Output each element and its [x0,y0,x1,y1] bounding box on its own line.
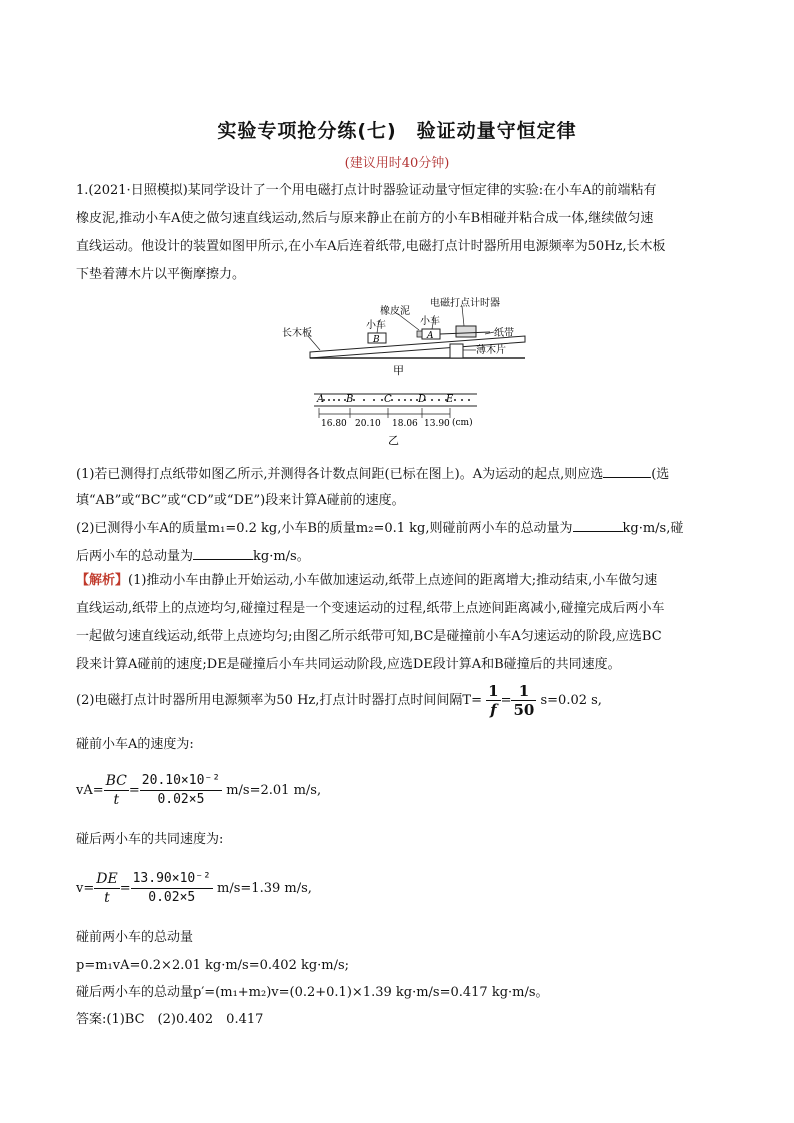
tape-point-b: B [346,394,354,405]
va-result: m/s=2.01 m/s, [226,783,322,798]
cart-b-letter: B [373,335,380,345]
analysis-line-1 [76,571,657,591]
suggested-time: (建议用时40分钟) [344,156,450,171]
v-result: m/s=1.39 m/s, [217,881,312,896]
label-putty: 橡皮泥 [380,306,410,317]
distance-ab: 16.80 [321,419,347,429]
part2-line-1 [76,517,683,539]
question-line-2: 橡皮泥,推动小车A使之做匀速直线运动,然后与原来静止在前方的小车B相碰并粘合成一体,继续做匀速 [76,211,654,226]
distance-cd: 18.06 [392,419,418,429]
velocity-common-formula: v= $\frac{DE}{t}$ = $\frac{\text{13.90×10⁻²}}{0.02\times 5}$ m/s=1.39 m/s, [76,871,312,906]
label-tape: 纸带 [494,328,514,339]
tape-diagram [312,390,492,448]
part1-line-1 [76,463,669,485]
label-wedge: 薄木片 [476,345,506,356]
answer-blank-3 [193,545,253,560]
label-board: 长木板 [282,328,312,339]
label-cart-a: 小车 [420,316,440,327]
period-text: (2)电磁打点计时器所用电源频率为50 Hz,打点计时器打点时间间隔T= [76,693,482,708]
analysis-line-5: (2)电磁打点计时器所用电源频率为50 Hz,打点计时器打点时间间隔T= $\frac{1}{f}$ = $\frac{1}{50}$ s=0.02 s, [76,682,602,719]
analysis-line-3: 一起做匀速直线运动,纸带上点迹均匀;由图乙所示纸带可知,BC是碰撞前小车A匀速运动的阶段,应选BC [76,629,662,644]
part2-text-a: (2)已测得小车A的质量m₁=0.2 kg,小车B的质量m₂=0.1 kg,则碰前两小车的总动量为 [76,521,573,536]
answer-blank-2 [573,517,623,532]
part1-line-2: 填“AB”或“BC”或“CD”或“DE”)段来计算A碰前的速度。 [76,493,405,508]
distance-unit: (cm) [452,418,473,428]
page-title: 实验专项抢分练(七) 验证动量守恒定律 [217,120,577,142]
figure-b-caption: 乙 [388,434,399,447]
analysis-line-8: 碰前两小车的总动量 [76,930,194,945]
v-fraction-symbolic: $\frac{DE}{t}$ [96,871,118,906]
tape-point-d: D [418,394,427,405]
figure-a-caption: 甲 [393,364,404,377]
analysis-line-4: 段来计算A碰前的速度;DE是碰撞后小车共同运动阶段,应选DE段计算A和B碰撞后的共同速度。 [76,657,621,672]
tape-point-c: C [384,394,392,405]
v-fraction-numeric: $\frac{\text{13.90×10⁻²}}{0.02\times 5}$ [132,871,211,905]
answer-line: 答案:(1)BC (2)0.402 0.417 [76,1012,264,1027]
part1-text-a: (1)若已测得打点纸带如图乙所示,并测得各计数点间距(已标在图上)。A为运动的起点,则应选 [76,467,604,482]
part2-text-b: kg·m/s,碰 [622,521,684,536]
va-fraction-symbolic: $\frac{BC}{t}$ [105,773,127,808]
analysis-text-1: (1)推动小车由静止开始运动,小车做加速运动,纸带上点迹间的距离增大;推动结束,小车做匀速 [128,573,658,588]
label-timer: 电磁打点计时器 [430,298,500,309]
tape-point-a: A [317,394,325,405]
label-cart-b: 小车 [366,320,386,331]
distance-de: 13.90 [424,419,450,429]
question-line-4: 下垫着薄木片以平衡摩擦力。 [76,267,246,282]
part2-text-d: kg·m/s。 [253,549,310,564]
fraction-1-over-f: $\frac{1}{f}$ [488,682,499,719]
velocity-a-formula: vA= $\frac{BC}{t}$ = $\frac{\text{20.10×10⁻²}}{0.02\times 5}$ m/s=2.01 m/s, [76,773,322,808]
wedge-block [450,344,463,358]
analysis-line-7: 碰后两小车的共同速度为: [76,832,224,847]
tape-point-e: E [446,394,454,405]
analysis-line-6: 碰前小车A的速度为: [76,737,194,752]
putty [417,331,422,337]
part2-text-c: 后两小车的总动量为 [76,549,194,564]
answer-blank-1 [603,463,651,478]
fraction-1-over-50: $\frac{1}{50}$ [513,682,535,719]
apparatus-diagram [280,294,540,378]
period-result: s=0.02 s, [540,693,602,708]
cart-a-letter: A [427,331,434,341]
analysis-line-9: p=m₁vA=0.2×2.01 kg·m/s=0.402 kg·m/s; [76,958,350,973]
analysis-tag: 【解析】 [76,573,129,588]
analysis-line-2: 直线运动,纸带上的点迹均匀,碰撞过程是一个变速运动的过程,纸带上点迹间距离减小,碰撞完成后两小车 [76,601,665,616]
part2-line-2 [76,545,310,567]
question-line-1: 1.(2021·日照模拟)某同学设计了一个用电磁打点计时器验证动量守恒定律的实验:在小车A的前端粘有 [76,183,657,198]
va-fraction-numeric: $\frac{\text{20.10×10⁻²}}{0.02\times 5}$ [141,773,221,807]
timer-box [456,326,476,337]
question-line-3: 直线运动。他设计的装置如图甲所示,在小车A后连着纸带,电磁打点计时器所用电源频率为50Hz,长木板 [76,239,666,254]
part1-text-b: (选 [651,467,670,482]
distance-bc: 20.10 [355,419,381,429]
analysis-line-10: 碰后两小车的总动量p′=(m₁+m₂)v=(0.2+0.1)×1.39 kg·m/s=0.417 kg·m/s。 [76,985,549,1000]
